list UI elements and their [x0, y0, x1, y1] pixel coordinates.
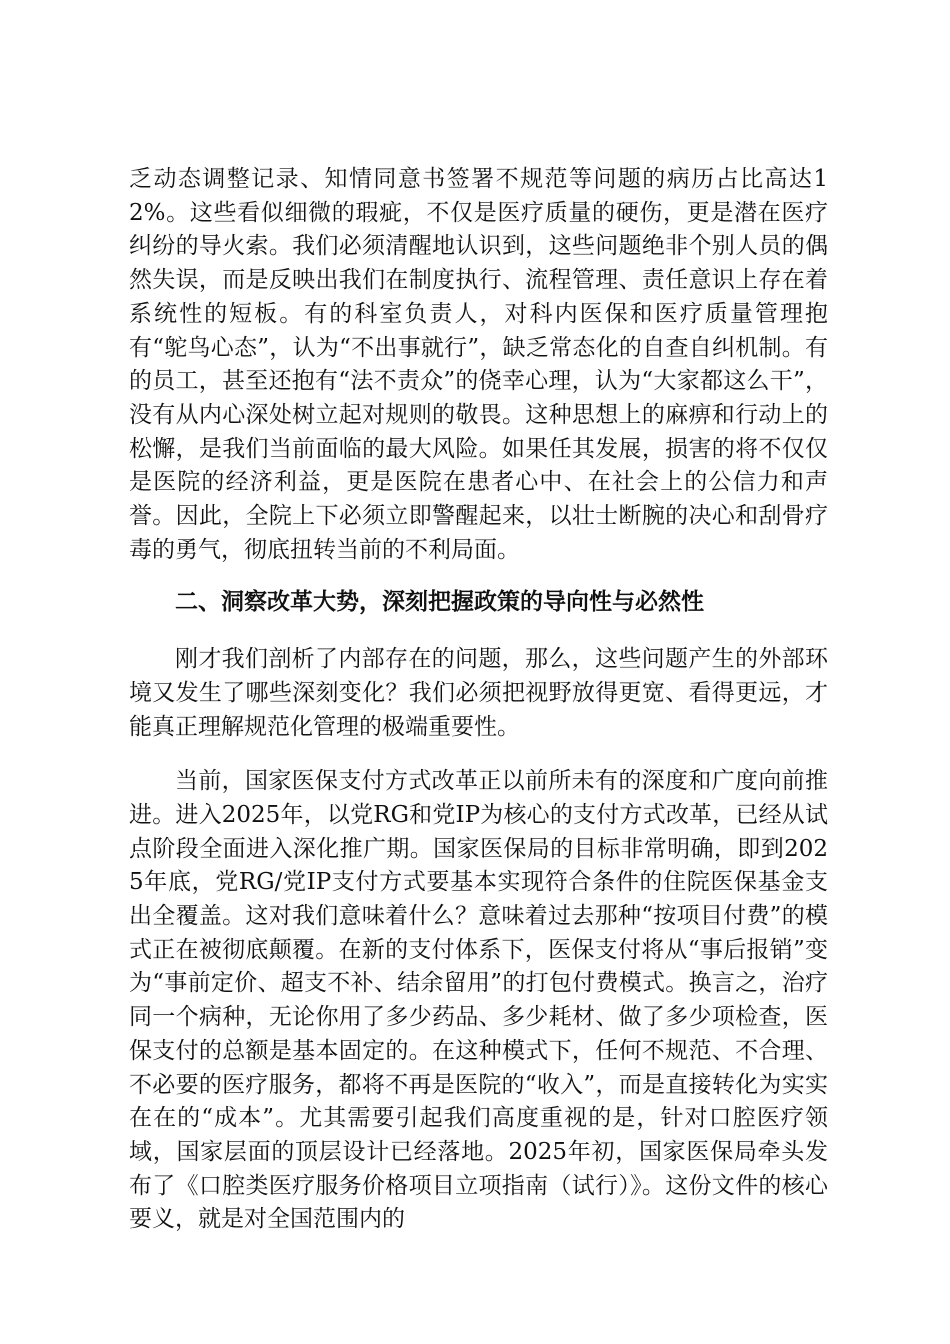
body-paragraph: 乏动态调整记录、知情同意书签署不规范等问题的病历占比高达12%。这些看似细微的瑕疵，不仅是医疗质量的硬伤，更是潜在医疗纠纷的导火索。我们必须清醒地认识到，这些问题绝非个别人员的偶然失误，而是反映出我们在制度执行、流程管理、责任意识上存在着系统性的短板。有的科室负责人，对科内医保和医疗质量管理抱有“鸵鸟心态”，认为“不出事就行”，缺乏常态化的自查自纠机制。有的员工，甚至还抱有“法不责众”的侥幸心理，认为“大家都这么干”，没有从内心深处树立起对规则的敬畏。这种思想上的麻痹和行动上的松懈，是我们当前面临的最大风险。如果任其发展，损害的将不仅仅是医院的经济利益，更是医院在患者心中、在社会上的公信力和声誉。因此，全院上下必须立即警醒起来，以壮士断腕的决心和刮骨疗毒的勇气，彻底扭转当前的不利局面。 [129, 166, 828, 563]
document-body [129, 163, 828, 1237]
body-paragraph: 当前，国家医保支付方式改革正以前所未有的深度和广度向前推进。进入2025年，以党RG和党IP为核心的支付方式改革，已经从试点阶段全面进入深化推广期。国家医保局的目标非常明确，即到2025年底，党RG/党IP支付方式要基本实现符合条件的住院医保基金支出全覆盖。这对我们意味着什么？意味着过去那种“按项目付费”的模式正在被彻底颠覆。在新的支付体系下，医保支付将从“事后报销”变为“事前定价、超支不补、结余留用”的打包付费模式。换言之，治疗同一个病种，无论你用了多少药品、多少耗材、做了多少项检查，医保支付的总额是基本固定的。在这种模式下，任何不规范、不合理、不必要的医疗服务，都将不再是医院的“收入”，而是直接转化为实实在在的“成本”。尤其需要引起我们高度重视的是，针对口腔医疗领域，国家层面的顶层设计已经落地。2025年初，国家医保局牵头发布了《口腔类医疗服务价格项目立项指南（试行）》。这份文件的核心要义，就是对全国范围内的 [129, 768, 828, 1233]
section-heading: 二、洞察改革大势，深刻把握政策的导向性与必然性 [175, 589, 704, 616]
body-paragraph: 刚才我们剖析了内部存在的问题，那么，这些问题产生的外部环境又发生了哪些深刻变化？我们必须把视野放得更宽、看得更远，才能真正理解规范化管理的极端重要性。 [129, 646, 828, 740]
